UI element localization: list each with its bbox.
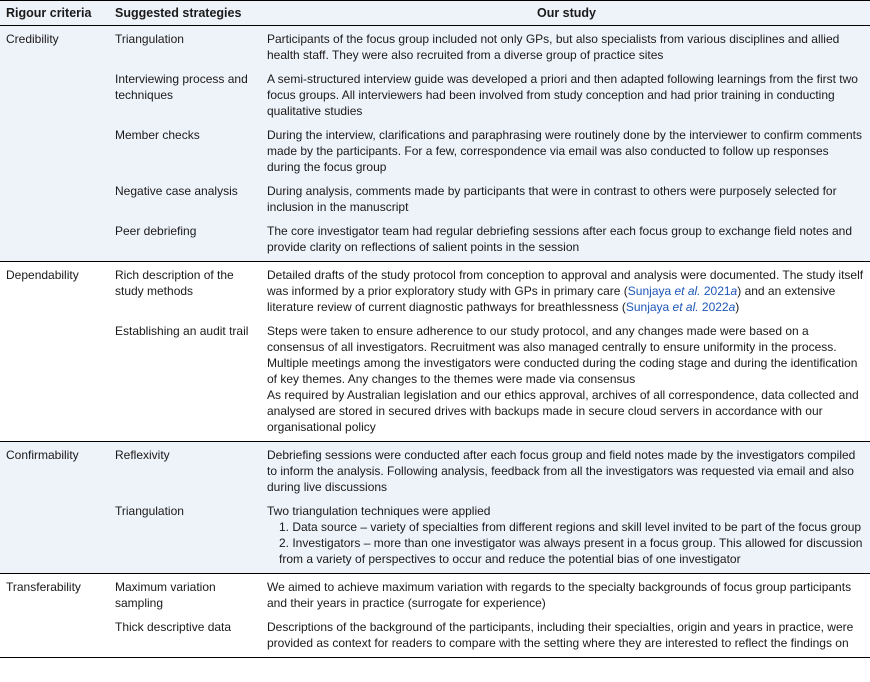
study-cell: We aimed to achieve maximum variation with regards to the specialty backgrounds of focus group participants and their years in practice (surrogate for experience) bbox=[261, 574, 870, 618]
criterion-credibility: Credibility bbox=[0, 26, 109, 70]
study-cell bbox=[261, 321, 870, 442]
criterion-dependability: Dependability bbox=[0, 262, 109, 322]
paragraph: Two triangulation techniques were applied bbox=[267, 504, 491, 518]
criterion-transferability: Transferability bbox=[0, 574, 109, 618]
strategy-cell: Member checks bbox=[109, 125, 261, 181]
table-row bbox=[0, 574, 870, 618]
table-header-row bbox=[0, 1, 870, 26]
strategy-cell: Interviewing process and techniques bbox=[109, 69, 261, 125]
strategy-cell: Peer debriefing bbox=[109, 221, 261, 262]
header-suggested-strategies: Suggested strategies bbox=[109, 1, 261, 26]
table-row bbox=[0, 221, 870, 262]
study-cell: During analysis, comments made by participants that were in contrast to others were purposely selected for inclusion in the manuscript bbox=[261, 181, 870, 221]
header-our-study: Our study bbox=[261, 1, 870, 26]
strategy-cell: Triangulation bbox=[109, 26, 261, 70]
paragraph: As required by Australian legislation and our ethics approval, archives of all correspondence, data collected and analysed are stored in secured drives with backups made in secure cloud servers in accordance with our organisational policy bbox=[267, 388, 859, 434]
strategy-cell: Thick descriptive data bbox=[109, 617, 261, 658]
table-row bbox=[0, 181, 870, 221]
paragraph: Multiple meetings among the investigators were conducted during the coding stage and during the identification of key themes. Any changes to the themes were made via consensus bbox=[267, 356, 858, 386]
strategy-cell: Maximum variation sampling bbox=[109, 574, 261, 618]
strategy-cell: Establishing an audit trail bbox=[115, 324, 249, 338]
table-row bbox=[0, 69, 870, 125]
study-cell: Debriefing sessions were conducted after each focus group and field notes made by the investigators compiled to inform the analysis. Following analysis, feedback from all the investigators was requested via email and also during live discussions bbox=[261, 442, 870, 502]
study-cell: Participants of the focus group included not only GPs, but also specialists from various disciplines and allied health staff. They were also recruited from a diverse group of practice sites bbox=[261, 26, 870, 70]
study-cell bbox=[261, 501, 870, 574]
table-row bbox=[0, 501, 870, 574]
citation-link[interactable]: Sunjaya et al. 2021a bbox=[627, 284, 738, 298]
table-row bbox=[0, 442, 870, 502]
criterion-confirmability: Confirmability bbox=[0, 442, 109, 502]
list-item: 2. Investigators – more than one investigator was always present in a focus group. This allowed for discussion from a variety of perspectives to occur and reduce the potential bias of one investigator bbox=[279, 536, 863, 566]
study-cell: A semi-structured interview guide was developed a priori and then adapted following learnings from the first two focus groups. All interviewers had been involved from study conception and had prior training in conducting qualitative studies bbox=[261, 69, 870, 125]
table-row bbox=[0, 125, 870, 181]
strategy-cell: Triangulation bbox=[109, 501, 261, 574]
list-item: 1. Data source – variety of specialties from different regions and skill level invited to be part of the focus group bbox=[279, 520, 862, 534]
paragraph: Steps were taken to ensure adherence to our study protocol, and any changes made were based on a consensus of all investigators. Recruitment was also managed centrally to ensure uniformity in the process. bbox=[267, 324, 837, 354]
study-cell: Detailed drafts of the study protocol from conception to approval and analysis were documented. The study itself was informed by a prior exploratory study with GPs in primary care (Sunjaya et al. 2021a) and an extensive literature review of current diagnostic pathways for breathlessness (Sunjaya et al. 2022a) bbox=[261, 262, 870, 322]
strategy-cell: Negative case analysis bbox=[109, 181, 261, 221]
table-row bbox=[0, 26, 870, 70]
strategy-cell: Rich description of the study methods bbox=[109, 262, 261, 322]
study-cell: Descriptions of the background of the participants, including their specialties, origin and years in practice, were provided as context for readers to compare with the setting where they are interested to reflect the findings on bbox=[261, 617, 870, 658]
table-row bbox=[0, 617, 870, 658]
study-cell: During the interview, clarifications and paraphrasing were routinely done by the interviewer to confirm comments made by the participants. For a few, correspondence via email was also conducted to follow up responses during the focus group bbox=[261, 125, 870, 181]
table-row bbox=[0, 262, 870, 322]
citation-link[interactable]: Sunjaya et al. 2022a bbox=[625, 300, 736, 314]
study-cell: The core investigator team had regular debriefing sessions after each focus group to exchange field notes and provide clarity on reflections of salient points in the session bbox=[261, 221, 870, 262]
strategy-cell: Reflexivity bbox=[109, 442, 261, 502]
table-row bbox=[0, 321, 870, 442]
header-rigour-criteria: Rigour criteria bbox=[0, 1, 109, 26]
